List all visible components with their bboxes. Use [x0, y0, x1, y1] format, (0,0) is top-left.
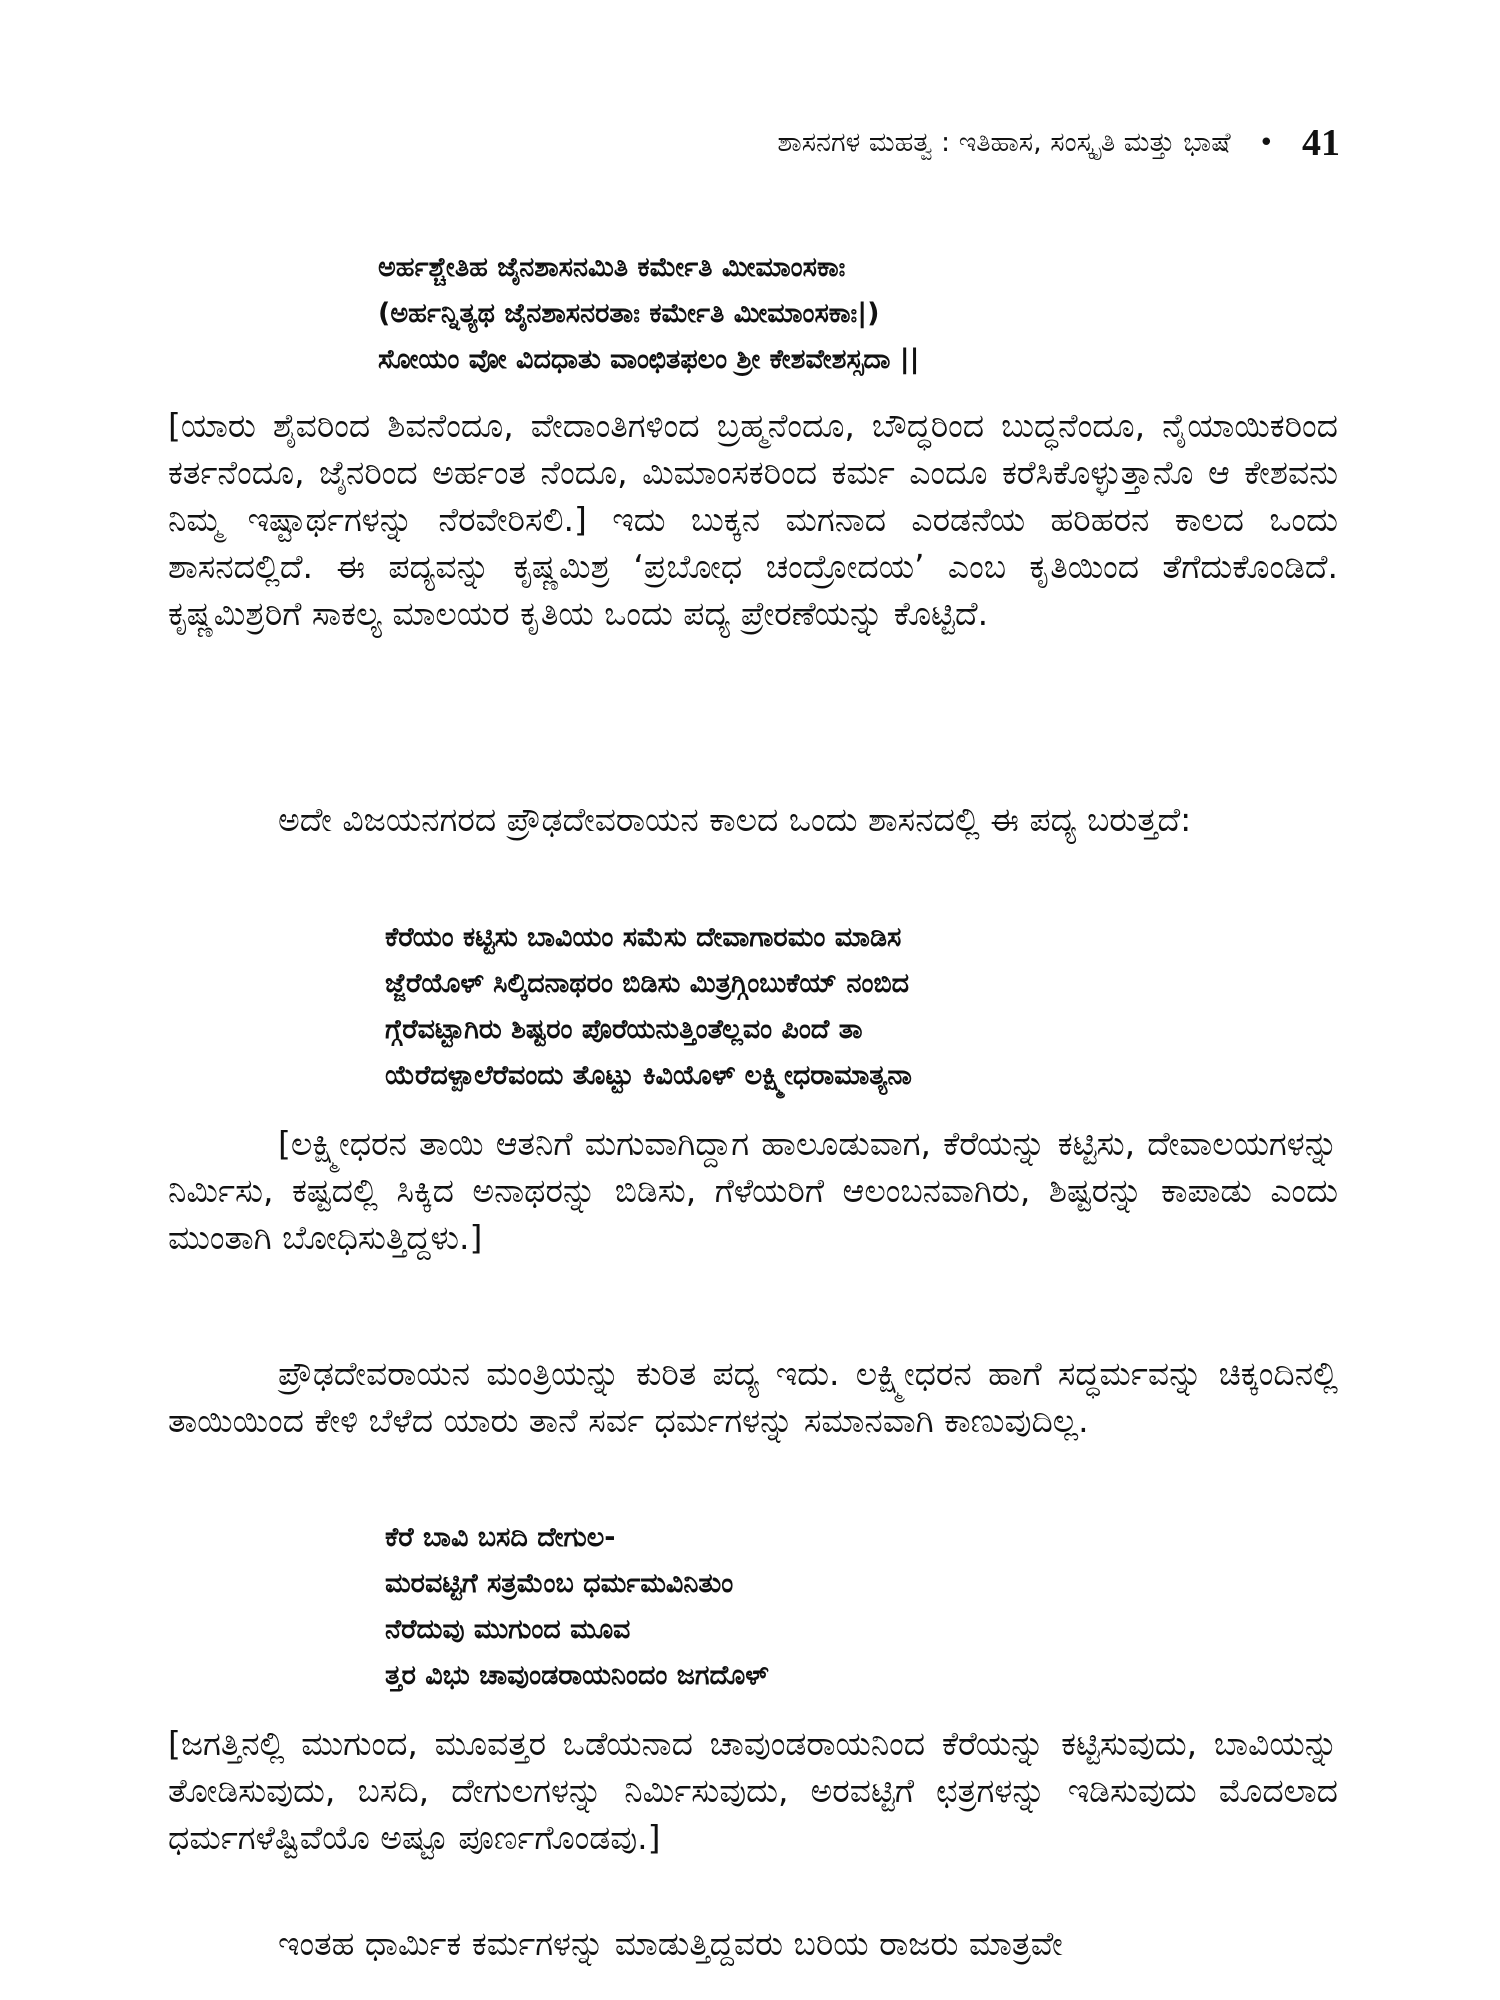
running-header	[500, 118, 1340, 168]
paragraph-4: ಪ್ರೌಢದೇವರಾಯನ ಮಂತ್ರಿಯನ್ನು ಕುರಿತ ಪದ್ಯ ಇದು. ಲಕ್ಷ್ಮೀಧರನ ಹಾಗೆ ಸದ್ಧರ್ಮವನ್ನು ಚಿಕ್ಕಂದಿನಲ್ಲಿ ತಾಯಿಯಿಂದ ಕೇಳಿ ಬೆಳೆದ ಯಾರು ತಾನೆ ಸರ್ವ ಧರ್ಮಗಳನ್ನು ಸಮಾನವಾಗಿ ಕಾಣುವುದಿಲ್ಲ.	[168, 1354, 1338, 1440]
verse-line: ಯೆರೆದಳ್ಪಾಲೆರೆವಂದು ತೊಟ್ಟು ಕಿವಿಯೊಳ್ ಲಕ್ಷ್ಮೀಧರಾಮಾತ್ಯನಾ	[385, 1060, 912, 1091]
verse-line: ಜ್ಜೆರೆಯೊಳ್ ಸಿಲ್ಕಿದನಾಥರಂ ಬಿಡಿಸು ಮಿತ್ರಗ್ಗಿಂಬುಕೆಯ್ ನಂಬಿದ	[385, 968, 910, 999]
sanskrit-verse	[378, 245, 920, 383]
kannada-verse-1	[385, 915, 912, 1099]
kannada-verse-2	[385, 1515, 769, 1699]
verse-line: ಅರ್ಹಶ್ಚೇತಿಹ ಜೈನಶಾಸನಮಿತಿ ಕರ್ಮೇತಿ ಮೀಮಾಂಸಕಾಃ	[378, 252, 846, 283]
paragraph-6: ಇಂತಹ ಧಾರ್ಮಿಕ ಕರ್ಮಗಳನ್ನು ಮಾಡುತ್ತಿದ್ದವರು ಬರಿಯ ರಾಜರು ಮಾತ್ರವೇ	[278, 1924, 1063, 1963]
verse-line: ತ್ತರ ವಿಭು ಚಾವುಂಡರಾಯನಿಂದಂ ಜಗದೊಳ್	[385, 1660, 769, 1691]
verse-line: ಗ್ಗೆರೆವಟ್ಟಾಗಿರು ಶಿಷ್ಟರಂ ಪೊರೆಯನುತ್ತಿಂತೆಲ್ಲವಂ ಪಿಂದೆ ತಾ	[385, 1014, 863, 1045]
verse-line: (ಅರ್ಹನ್ನಿತ್ಯಥ ಜೈನಶಾಸನರತಾಃ ಕರ್ಮೇತಿ ಮೀಮಾಂಸಕಾಃ|)	[378, 298, 880, 329]
verse-line: ಕೆರೆ ಬಾವಿ ಬಸದಿ ದೇಗುಲ-	[385, 1522, 616, 1553]
header-bullet: •	[1258, 128, 1274, 158]
paragraph-translation-1: [ಯಾರು ಶೈವರಿಂದ ಶಿವನೆಂದೂ, ವೇದಾಂತಿಗಳಿಂದ ಬ್ರಹ್ಮನೆಂದೂ, ಬೌದ್ಧರಿಂದ ಬುದ್ಧನೆಂದೂ, ನೈಯಾಯಿಕರಿಂದ ಕರ್ತನೆಂದೂ, ಜೈನರಿಂದ ಅರ್ಹಂತ ನೆಂದೂ, ಮಿಮಾಂಸಕರಿಂದ ಕರ್ಮ ಎಂದೂ ಕರೆಸಿಕೊಳ್ಳುತ್ತಾನೊ ಆ ಕೇಶವನು ನಿಮ್ಮ ಇಷ್ಟಾರ್ಥಗಳನ್ನು ನೆರವೇರಿಸಲಿ.] ಇದು ಬುಕ್ಕನ ಮಗನಾದ ಎರಡನೆಯ ಹರಿಹರನ ಕಾಲದ ಒಂದು ಶಾಸನದಲ್ಲಿದೆ. ಈ ಪದ್ಯವನ್ನು ಕೃಷ್ಣಮಿಶ್ರ ‘ಪ್ರಬೋಧ ಚಂದ್ರೋದಯ’ ಎಂಬ ಕೃತಿಯಿಂದ ತೆಗೆದುಕೊಂಡಿದೆ. ಕೃಷ್ಣಮಿಶ್ರರಿಗೆ ಸಾಕಲ್ಯ ಮಾಲಯರ ಕೃತಿಯ ಒಂದು ಪದ್ಯ ಪ್ರೇರಣೆಯನ್ನು ಕೊಟ್ಟಿದೆ.	[168, 406, 1338, 633]
verse-line: ಕೆರೆಯಂ ಕಟ್ಟಿಸು ಬಾವಿಯಂ ಸಮೆಸು ದೇವಾಗಾರಮಂ ಮಾಡಿಸ	[385, 922, 902, 953]
verse-line: ನೆರೆದುವು ಮುಗುಂದ ಮೂವ	[385, 1614, 631, 1645]
paragraph-2: ಅದೇ ವಿಜಯನಗರದ ಪ್ರೌಢದೇವರಾಯನ ಕಾಲದ ಒಂದು ಶಾಸನದಲ್ಲಿ ಈ ಪದ್ಯ ಬರುತ್ತದೆ:	[278, 800, 1192, 839]
verse-line: ಸೋಯಂ ವೋ ವಿದಧಾತು ವಾಂಛಿತಫಲಂ ಶ್ರೀ ಕೇಶವೇಶಸ್ಸದಾ ||	[378, 344, 920, 375]
paragraph-translation-3: [ಜಗತ್ತಿನಲ್ಲಿ ಮುಗುಂದ, ಮೂವತ್ತರ ಒಡೆಯನಾದ ಚಾವುಂಡರಾಯನಿಂದ ಕೆರೆಯನ್ನು ಕಟ್ಟಿಸುವುದು, ಬಾವಿಯನ್ನು ತೋಡಿಸುವುದು, ಬಸದಿ, ದೇಗುಲಗಳನ್ನು ನಿರ್ಮಿಸುವುದು, ಅರವಟ್ಟಿಗೆ ಛತ್ರಗಳನ್ನು ಇಡಿಸುವುದು ಮೊದಲಾದ ಧರ್ಮಗಳೆಷ್ಟಿವೆಯೊ ಅಷ್ಟೂ ಪೂರ್ಣಗೊಂಡವು.]	[168, 1724, 1338, 1857]
page-number: 41	[1302, 122, 1340, 164]
running-title: ಶಾಸನಗಳ ಮಹತ್ವ : ಇತಿಹಾಸ, ಸಂಸ್ಕೃತಿ ಮತ್ತು ಭಾಷೆ	[777, 127, 1231, 158]
paragraph-translation-2: [ಲಕ್ಷ್ಮೀಧರನ ತಾಯಿ ಆತನಿಗೆ ಮಗುವಾಗಿದ್ದಾಗ ಹಾಲೂಡುವಾಗ, ಕೆರೆಯನ್ನು ಕಟ್ಟಿಸು, ದೇವಾಲಯಗಳನ್ನು ನಿರ್ಮಿಸು, ಕಷ್ಟದಲ್ಲಿ ಸಿಕ್ಕಿದ ಅನಾಥರನ್ನು ಬಿಡಿಸು, ಗೆಳೆಯರಿಗೆ ಆಲಂಬನವಾಗಿರು, ಶಿಷ್ಟರನ್ನು ಕಾಪಾಡು ಎಂದು ಮುಂತಾಗಿ ಬೋಧಿಸುತ್ತಿದ್ದಳು.]	[168, 1124, 1338, 1257]
verse-line: ಮರವಟ್ಟಿಗೆ ಸತ್ರಮೆಂಬ ಧರ್ಮಮವಿನಿತುಂ	[385, 1568, 734, 1599]
